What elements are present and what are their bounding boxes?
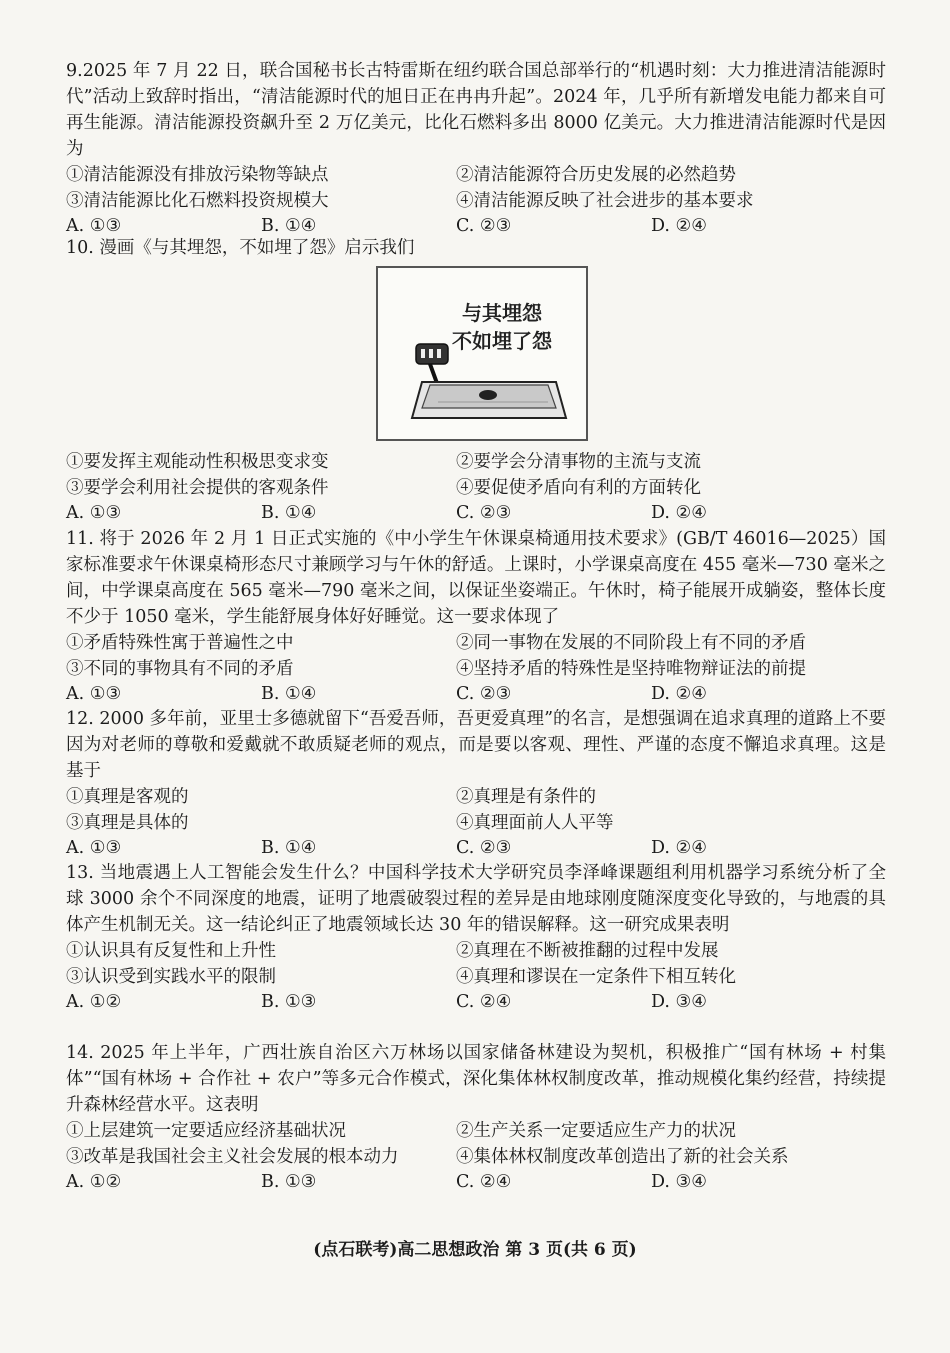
choice-c[interactable]: C. ②③ [456,216,512,236]
statement-2: ②真理在不断被推翻的过程中发展 [456,941,719,961]
statement-4: ④清洁能源反映了社会进步的基本要求 [456,191,754,211]
choice-c[interactable]: C. ②④ [456,992,512,1012]
choice-c[interactable]: C. ②③ [456,503,512,523]
statement-1: ①清洁能源没有排放污染物等缺点 [66,165,329,185]
question-stem: 9.2025 年 7 月 22 日，联合国秘书长古特雷斯在纽约联合国总部举行的“机遇时刻：大力推进清洁能源时代”活动上致辞时指出，“清洁能源时代的旭日正在冉冉升起”。2024 年，几乎所有新增发电能力都来自可再生能源。清洁能源投资飙升至 2 万亿美元，比化石燃料多出 8000 亿美元。大力推进清洁能源时代是因为 [66,61,886,159]
statement-4: ④集体林权制度改革创造出了新的社会关系 [456,1147,789,1167]
statement-4: ④坚持矛盾的特殊性是坚持唯物辩证法的前提 [456,659,806,679]
question-stem: 13. 当地震遇上人工智能会发生什么？中国科学技术大学研究员李泽峰课题组利用机器学习系统分析了全球 3000 余个不同深度的地震，证明了地震破裂过程的差异是由地球刚度随深度变化导致的，与地震的具体产生机制无关。这一结论纠正了地震领域长达 30 年的错误解释。这一研究成果表明 [66,863,886,935]
choice-c[interactable]: C. ②③ [456,684,512,704]
answer-choices [66,682,886,707]
choice-c[interactable]: C. ②④ [456,1172,512,1192]
choice-d[interactable]: D. ②④ [651,216,707,236]
statement-4: ④要促使矛盾向有利的方面转化 [456,478,701,498]
page-footer: (点石联考)高二思想政治 第 3 页(共 6 页) [313,1240,637,1260]
statement-options [66,162,886,214]
choice-c[interactable]: C. ②③ [456,838,512,858]
question-stem: 10. 漫画《与其埋怨，不如埋了怨》启示我们 [66,238,415,258]
statement-3: ③认识受到实践水平的限制 [66,967,276,987]
question-10-options [66,449,886,526]
choice-b[interactable]: B. ①③ [261,992,317,1012]
question-9 [66,58,886,239]
statement-3: ③清洁能源比化石燃料投资规模大 [66,191,329,211]
choice-d[interactable]: D. ②④ [651,838,707,858]
answer-choices [66,501,886,526]
answer-choices [66,1170,886,1195]
statement-options [66,1118,886,1170]
choice-b[interactable]: B. ①④ [261,838,317,858]
choice-b[interactable]: B. ①④ [261,503,317,523]
statement-options [66,938,886,990]
statement-options [66,784,886,836]
choice-b[interactable]: B. ①④ [261,216,317,236]
statement-options [66,630,886,682]
statement-2: ②生产关系一定要适应生产力的状况 [456,1121,736,1141]
question-12 [66,706,886,861]
choice-a[interactable]: A. ①③ [66,216,122,236]
cartoon-caption-line-2: 不如埋了怨 [452,329,552,353]
choice-d[interactable]: D. ③④ [651,992,707,1012]
question-stem: 12. 2000 多年前，亚里士多德就留下“吾爱吾师，吾更爱真理”的名言，是想强调在追求真理的道路上不要因为对老师的尊敬和爱戴就不敢质疑老师的观点，而是要以客观、理性、严谨的态度不懈追求真理。这是基于 [66,709,886,781]
statement-2: ②要学会分清事物的主流与支流 [456,452,701,472]
cartoon-image [376,266,588,441]
choice-a[interactable]: A. ①③ [66,684,122,704]
choice-b[interactable]: B. ①④ [261,684,317,704]
statement-2: ②真理是有条件的 [456,787,596,807]
choice-d[interactable]: D. ②④ [651,684,707,704]
buried-box-icon [412,382,566,418]
question-14 [66,1040,886,1195]
statement-1: ①上层建筑一定要适应经济基础状况 [66,1121,346,1141]
cartoon-drawing [378,268,586,439]
statement-4: ④真理面前人人平等 [456,813,614,833]
question-stem: 14. 2025 年上半年，广西壮族自治区六万林场以国家储备林建设为契机，积极推广“国有林场 + 村集体”“国有林场 + 合作社 + 农户”等多元合作模式，深化集体林权制度改革，推动规模化集约经营，持续提升森林经营水平。这表明 [66,1043,886,1115]
statement-1: ①认识具有反复性和上升性 [66,941,276,961]
choice-d[interactable]: D. ③④ [651,1172,707,1192]
cartoon-caption-line-1: 与其埋怨 [462,301,542,325]
answer-choices [66,836,886,861]
statement-1: ①真理是客观的 [66,787,189,807]
statement-3: ③改革是我国社会主义社会发展的根本动力 [66,1147,399,1167]
question-stem: 11. 将于 2026 年 2 月 1 日正式实施的《中小学生午休课桌椅通用技术要求》(GB/T 46016—2025）国家标准要求午休课桌椅形态尺寸兼顾学习与午休的舒适。上课时，小学课桌高度在 455 毫米—730 毫米之间，中学课桌高度在 565 毫米—790 毫米之间，以保证坐姿端正。午休时，椅子能展开成躺姿，整体长度不少于 1050 毫米，学生能舒展身体好好睡觉。这一要求体现了 [66,529,886,627]
question-10 [66,235,886,261]
choice-a[interactable]: A. ①② [66,992,122,1012]
statement-1: ①矛盾特殊性寓于普遍性之中 [66,633,294,653]
statement-3: ③要学会利用社会提供的客观条件 [66,478,329,498]
statement-4: ④真理和谬误在一定条件下相互转化 [456,967,736,987]
choice-a[interactable]: A. ①③ [66,838,122,858]
choice-a[interactable]: A. ①② [66,1172,122,1192]
statement-options [66,449,886,501]
question-11 [66,526,886,707]
answer-choices [66,990,886,1015]
statement-3: ③不同的事物具有不同的矛盾 [66,659,294,679]
choice-a[interactable]: A. ①③ [66,503,122,523]
statement-3: ③真理是具体的 [66,813,189,833]
question-13 [66,860,886,1015]
statement-2: ②清洁能源符合历史发展的必然趋势 [456,165,736,185]
statement-1: ①要发挥主观能动性积极思变求变 [66,452,329,472]
choice-d[interactable]: D. ②④ [651,503,707,523]
statement-2: ②同一事物在发展的不同阶段上有不同的矛盾 [456,633,806,653]
shovel-icon [416,344,448,386]
choice-b[interactable]: B. ①③ [261,1172,317,1192]
